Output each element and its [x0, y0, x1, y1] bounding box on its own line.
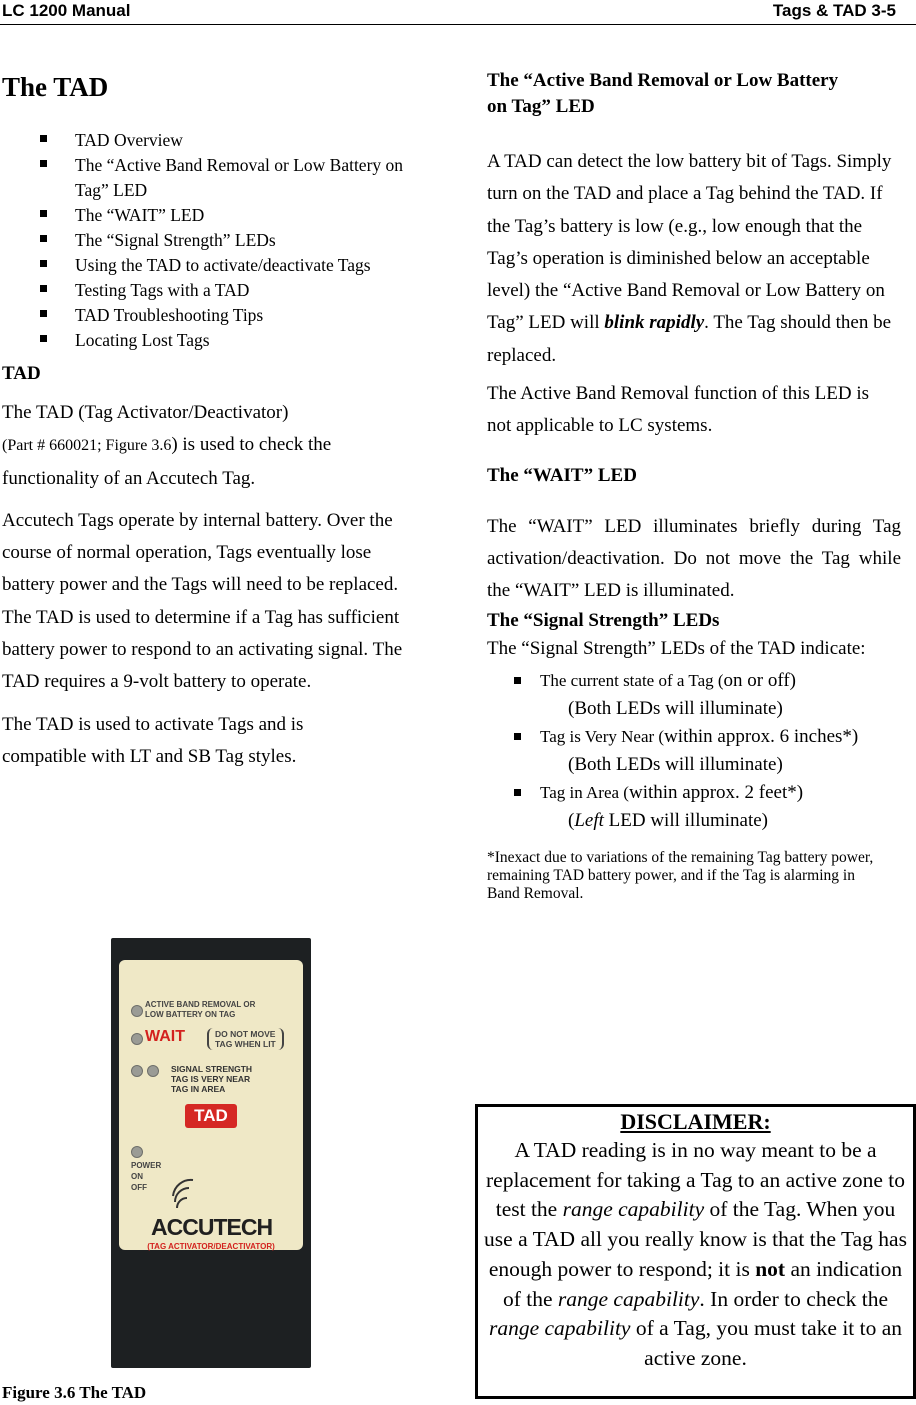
compatibility-paragraph: The TAD is used to activate Tags and is compatible with LT and SB Tag styles. [2, 713, 304, 767]
topic-list [2, 128, 422, 353]
signal-waves-icon [171, 1178, 211, 1214]
left-column [2, 68, 422, 773]
heading-signal-strength: The “Signal Strength” LEDs [487, 609, 720, 631]
disclaimer-title: DISCLAIMER: [620, 1109, 771, 1134]
tad-badge: TAD [185, 1104, 237, 1128]
wait-led-paragraph: The “WAIT” LED illuminates briefly during Tag activation/deactivation. Do not move the Tag while the “WAIT” LED is illuminated. [487, 515, 901, 602]
power-led-icon [131, 1146, 143, 1158]
signal-strength-label: SIGNAL STRENGTH TAG IS VERY NEAR TAG IN AREA [171, 1064, 253, 1094]
heading-battery-led: The “Active Band Removal or Low Battery on Tag” LED [487, 70, 839, 117]
list-item: The “Active Band Removal or Low Battery on Tag” LED [2, 153, 422, 203]
list-item: Testing Tags with a TAD [2, 278, 422, 303]
page-header [0, 0, 916, 25]
wait-label: WAIT [145, 1028, 185, 1045]
signal-strength-paragraph: The “Signal Strength” LEDs of the TAD indicate: [487, 637, 866, 659]
wait-led-icon [131, 1033, 143, 1045]
list-item: The current state of a Tag (on or off) (Both LEDs will illuminate) [487, 667, 901, 723]
signal-strength-list [487, 667, 901, 835]
page-title: The TAD [2, 72, 109, 102]
list-item: TAD Troubleshooting Tips [2, 303, 422, 328]
device-faceplate [119, 960, 303, 1250]
list-item: The “WAIT” LED [2, 203, 422, 228]
band-removal-note: The Active Band Removal function of this LED is not applicable to LC systems. [487, 383, 870, 437]
signal-led-left-icon [131, 1065, 143, 1077]
battery-led-label: ACTIVE BAND REMOVAL OR LOW BATTERY ON TAG [145, 1000, 256, 1019]
list-item: The “Signal Strength” LEDs [2, 228, 422, 253]
power-switch-label: POWER ON OFF [131, 1161, 162, 1192]
disclaimer-box [475, 1104, 916, 1399]
blink-rapidly-emphasis: blink rapidly [604, 312, 705, 334]
battery-led-paragraph: A TAD can detect the low battery bit of Tags. Simply turn on the TAD and place a Tag behind the TAD. If the Tag’s battery is low (e.g., low enough that the Tag’s operation is diminished below an acceptable level) the “Active Band Removal or Low Battery on Tag” LED will blink rapidly. The Tag should then be replaced. [487, 151, 892, 366]
list-item: Using the TAD to activate/deactivate Tags [2, 253, 422, 278]
footnote: *Inexact due to variations of the remaining Tag battery power, remaining TAD battery power, and if the Tag is alarming in Band Removal. [487, 848, 874, 902]
device-tagline: (TAG ACTIVATOR/DEACTIVATOR) [147, 1242, 275, 1251]
signal-led-right-icon [147, 1065, 159, 1077]
disclaimer-text: A TAD reading is in no way meant to be a replacement for taking a Tag to an active zone to test the range capability of the Tag. When you use a TAD all you really know is that the Tag has enough power to respond; it is not an indication of the range capability. In order to check the range capability of a Tag, you must take it to an active zone. [484, 1138, 907, 1370]
intro-text-tail: ) is used to check the functionality of an Accutech Tag. [2, 434, 332, 489]
manual-title: LC 1200 Manual [2, 1, 131, 20]
battery-led-icon [131, 1005, 143, 1017]
list-item: Locating Lost Tags [2, 328, 422, 353]
intro-text: The TAD (Tag Activator/Deactivator) [2, 402, 289, 423]
accutech-logo: ACCUTECH [151, 1214, 273, 1240]
page-number: Tags & TAD 3-5 [772, 1, 896, 20]
tad-device-photo [111, 938, 311, 1368]
do-not-move-label: DO NOT MOVE TAG WHEN LIT [207, 1028, 284, 1050]
tad-intro-paragraph [2, 397, 392, 495]
heading-wait-led: The “WAIT” LED [487, 464, 637, 486]
list-item: Tag in Area (within approx. 2 feet*) (Left LED will illuminate) [487, 779, 901, 835]
battery-paragraph: Accutech Tags operate by internal battery. Over the course of normal operation, Tags eventually lose battery power and the Tags will need to be replaced. The TAD is used to determine if a Tag has sufficient battery power to respond to an activating signal. The TAD requires a 9-volt battery to operate. [2, 509, 403, 693]
list-item: TAD Overview [2, 128, 422, 153]
section-heading-tad: TAD [2, 363, 41, 384]
right-column [487, 68, 901, 903]
figure-caption: Figure 3.6 The TAD [2, 1383, 147, 1402]
part-number: (Part # 660021; Figure 3.6 [2, 437, 172, 455]
list-item: Tag is Very Near (within approx. 6 inches*) (Both LEDs will illuminate) [487, 723, 901, 779]
